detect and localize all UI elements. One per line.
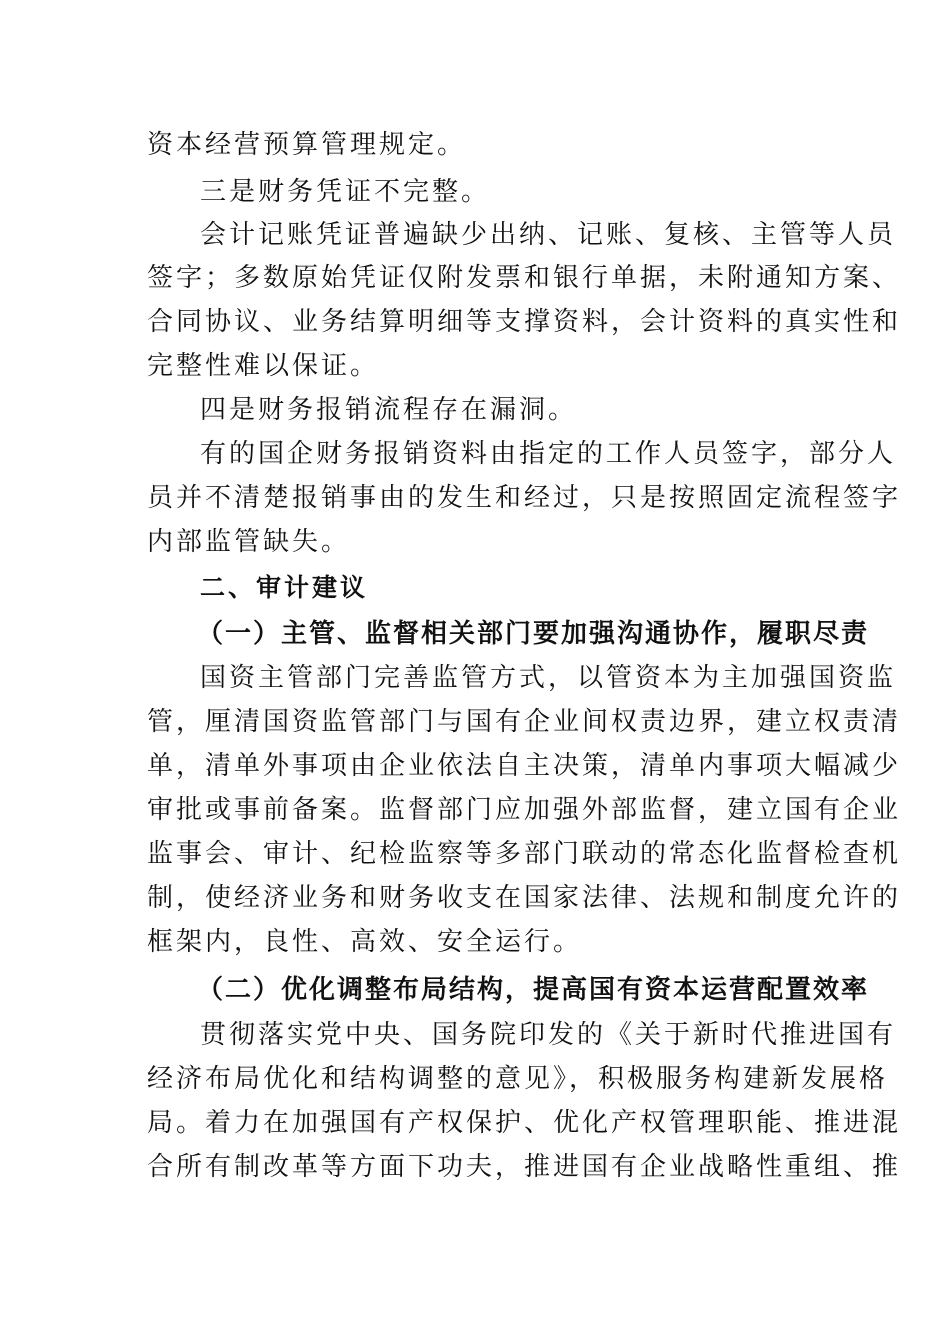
paragraph-line: 合所有制改革等方面下功夫，推进国有企业战略性重组、推 <box>147 1152 902 1182</box>
paragraph-line: 制，使经济业务和财务收支在国家法律、法规和制度允许的 <box>147 883 902 913</box>
paragraph-line: 监事会、审计、纪检监察等多部门联动的常态化监督检查机 <box>147 839 902 869</box>
subsection-heading: （一）主管、监督相关部门要加强沟通协作，履职尽责 <box>197 619 870 649</box>
subsection-heading: （二）优化调整布局结构，提高国有资本运营配置效率 <box>197 975 870 1005</box>
paragraph-line: 国资主管部门完善监管方式，以管资本为主加强国资监 <box>200 663 897 693</box>
paragraph-line: 资本经营预算管理规定。 <box>147 130 467 160</box>
section-heading: 二、审计建议 <box>200 573 369 602</box>
paragraph-line: 合同协议、业务结算明细等支撑资料，会计资料的真实性和 <box>147 307 902 337</box>
paragraph-line: 审批或事前备案。监督部门应加强外部监督，建立国有企业 <box>147 795 902 825</box>
paragraph-line: 单，清单外事项由企业依法自主决策，清单内事项大幅减少 <box>147 751 902 781</box>
paragraph-heading: 三是财务凭证不完整。 <box>200 177 491 207</box>
paragraph-heading: 四是财务报销流程存在漏洞。 <box>200 395 578 425</box>
paragraph-line: 员并不清楚报销事由的发生和经过，只是按照固定流程签字 <box>147 483 902 513</box>
paragraph-line: 经济布局优化和结构调整的意见》，积极服务构建新发展格 <box>147 1064 889 1094</box>
paragraph-line: 签字；多数原始凭证仅附发票和银行单据，未附通知方案、 <box>147 263 902 293</box>
paragraph-line: 内部监管缺失。 <box>147 527 351 557</box>
paragraph-line: 局。着力在加强国有产权保护、优化产权管理职能、推进混 <box>147 1108 902 1138</box>
paragraph-line: 完整性难以保证。 <box>147 351 380 381</box>
paragraph-line: 贯彻落实党中央、国务院印发的《关于新时代推进国有 <box>200 1020 897 1050</box>
paragraph-line: 框架内，良性、高效、安全运行。 <box>147 927 583 957</box>
paragraph-line: 会计记账凭证普遍缺少出纳、记账、复核、主管等人员 <box>200 220 897 250</box>
paragraph-line: 管，厘清国资监管部门与国有企业间权责边界，建立权责清 <box>147 707 902 737</box>
paragraph-line: 有的国企财务报销资料由指定的工作人员签字，部分人 <box>200 439 897 469</box>
